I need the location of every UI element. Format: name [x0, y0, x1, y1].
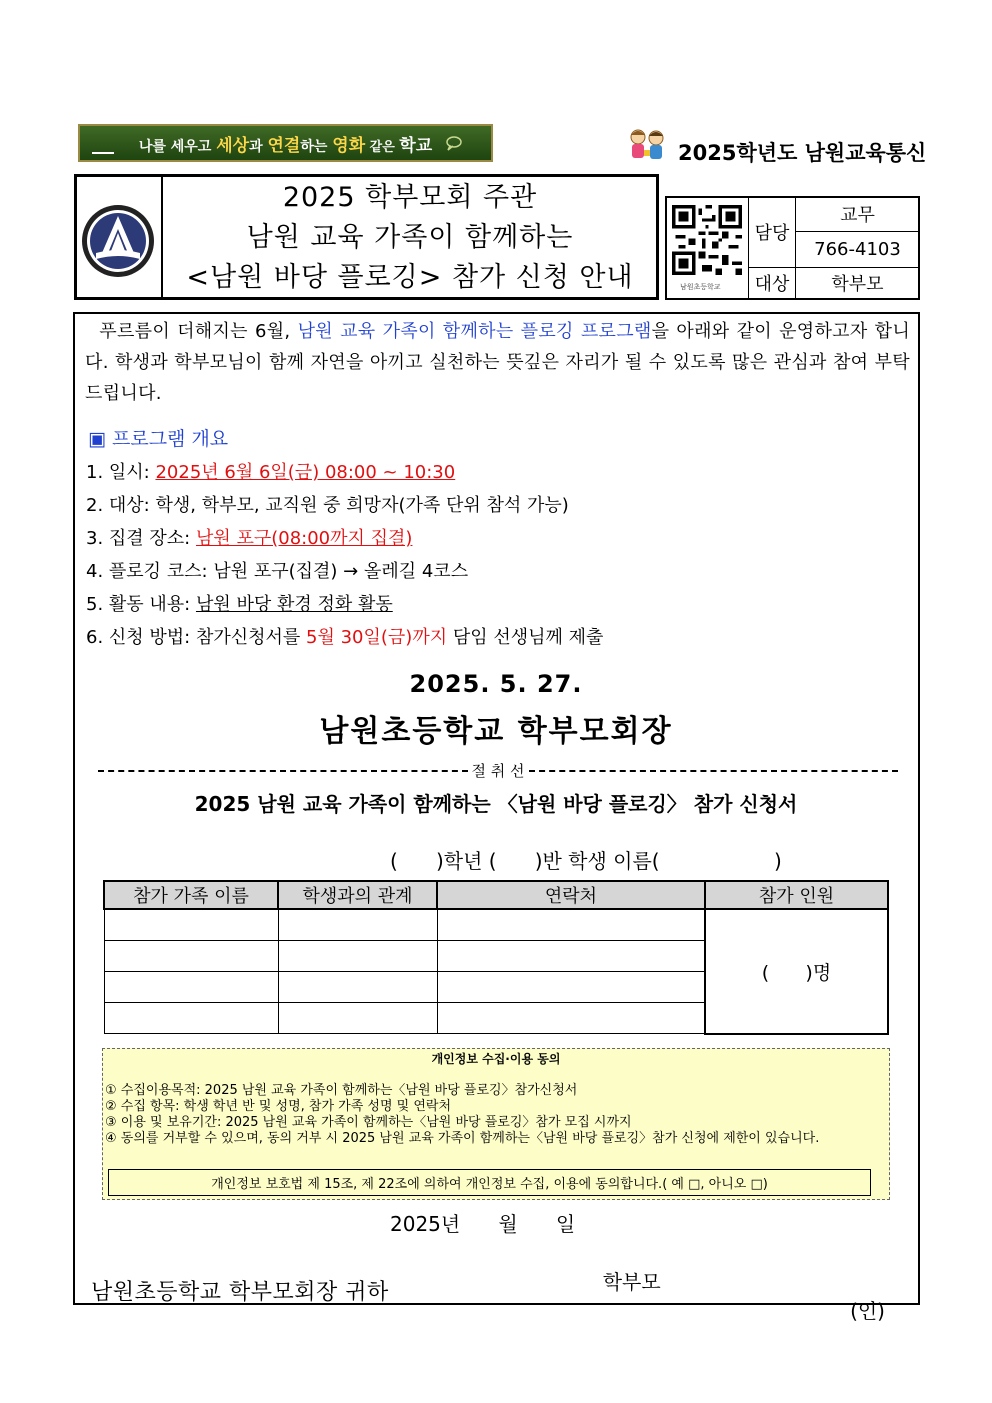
privacy-terms	[105, 1083, 875, 1147]
program-item-activity: 5. 활동 내용: 남원 바당 환경 정화 활동	[86, 594, 393, 615]
program-item-course: 4. 플로깅 코스: 남원 포구(집결) → 올레길 4코스	[86, 561, 469, 582]
parent-signature[interactable]	[590, 1242, 890, 1323]
contact-cell[interactable]	[437, 909, 705, 941]
motto-text: 나를 세우고 세상과 연결하는 영화 같은 학교	[138, 135, 433, 156]
table-row	[104, 909, 888, 941]
privacy-title: 개인정보 수집·이용 동의	[431, 1052, 561, 1066]
seal-mark: (인)	[850, 1299, 885, 1323]
header-relation: 학생과의 관계	[278, 881, 437, 909]
newsletter-title: 2025학년도 남원교육통신	[678, 141, 927, 165]
program-section-title: ▣ 프로그램 개요	[88, 428, 229, 450]
target-label: 대상	[749, 267, 796, 299]
participant-table	[103, 880, 889, 1035]
qr-caption: 남원초등학교	[680, 283, 721, 291]
consent-statement[interactable]: 개인정보 보호법 제 15조, 제 22조에 의하여 개인정보 수집, 이용에 동의합니다.( 예 □, 아니오 □)	[108, 1169, 871, 1196]
speech-bubble-icon	[445, 135, 463, 151]
family-name-cell[interactable]	[104, 1003, 278, 1034]
family-name-cell[interactable]	[104, 909, 278, 941]
privacy-term: ④ 동의를 거부할 수 있으며, 동의 거부 시 2025 남원 교육 가족이 함께하는〈남원 바당 플로깅〉참가 신청에 제한이 있습니다.	[105, 1131, 820, 1146]
cut-line-label: 절 취 선	[471, 762, 525, 780]
contact-table	[748, 196, 920, 300]
title-line-1: 2025 학부모회 주관	[282, 182, 538, 213]
persons-cell[interactable]: ( )명	[705, 909, 888, 1034]
header-family-name: 참가 가족 이름	[104, 881, 278, 909]
student-info-line[interactable]: ( )학년 ( )반 학생 이름( )	[390, 849, 782, 873]
manager-dept: 교무	[796, 197, 920, 232]
intro-highlight: 남원 교육 가족이 함께하는 플로깅 프로그램	[297, 321, 652, 342]
document-title	[160, 178, 660, 298]
banner-dash	[92, 152, 114, 154]
relation-cell[interactable]	[278, 972, 437, 1003]
contact-cell[interactable]	[437, 1003, 705, 1034]
program-item-place: 3. 집결 장소: 남원 포구(08:00까지 집결)	[86, 528, 413, 549]
family-name-cell[interactable]	[104, 941, 278, 972]
relation-cell[interactable]	[278, 909, 437, 941]
intro-paragraph: 푸르름이 더해지는 6월, 남원 교육 가족이 함께하는 플로깅 프로그램을 아래와 같이 운영하고자 합니다. 학생과 학부모님이 함께 자연을 아끼고 실천하는 뜻깊은 자리가 될 수 있도록 많은 관심과 참여 부탁드립니다.	[85, 321, 911, 404]
program-item-date: 1. 일시: 2025년 6월 6일(금) 08:00 ~ 10:30	[86, 462, 456, 483]
cut-line	[98, 760, 898, 781]
family-name-cell[interactable]	[104, 972, 278, 1003]
manager-label: 담당	[749, 197, 796, 268]
relation-cell[interactable]	[278, 941, 437, 972]
parent-label: 학부모	[602, 1270, 661, 1294]
children-mascot-icon	[625, 128, 669, 164]
school-motto-banner	[78, 124, 493, 162]
relation-cell[interactable]	[278, 1003, 437, 1034]
signature-date[interactable]: 2025년 월 일	[390, 1212, 576, 1236]
title-line-3: <남원 바당 플로깅> 참가 신청 안내	[186, 262, 634, 293]
qr-code-icon[interactable]	[672, 205, 742, 275]
header-contact: 연락처	[437, 881, 705, 909]
school-emblem-icon	[80, 203, 156, 279]
contact-cell[interactable]	[437, 972, 705, 1003]
privacy-term: ① 수집이용목적: 2025 남원 교육 가족이 함께하는〈남원 바당 플로깅〉참가신청서	[105, 1083, 578, 1098]
target-value: 학부모	[796, 267, 920, 299]
privacy-term: ③ 이용 및 보유기간: 2025 남원 교육 가족이 함께하는〈남원 바당 플로깅〉참가 모집 시까지	[105, 1115, 632, 1130]
issuer-name: 남원초등학교 학부모회장	[319, 714, 673, 749]
phone-number: 766-4103	[796, 232, 920, 267]
header-persons: 참가 인원	[705, 881, 888, 909]
program-list	[86, 456, 603, 654]
title-line-2: 남원 교육 가족이 함께하는	[246, 222, 574, 253]
program-item-apply: 6. 신청 방법: 참가신청서를 5월 30일(금)까지 담임 선생님께 제출	[86, 627, 604, 648]
program-item-target: 2. 대상: 학생, 학부모, 교직원 중 희망자(가족 단위 참석 가능)	[86, 495, 569, 516]
addressee: 남원초등학교 학부모회장 귀하	[91, 1280, 389, 1305]
contact-cell[interactable]	[437, 941, 705, 972]
application-title: 2025 남원 교육 가족이 함께하는 〈남원 바당 플로깅〉 참가 신청서	[194, 792, 798, 816]
issue-date: 2025. 5. 27.	[409, 670, 583, 698]
privacy-term: ② 수집 항목: 학생 학년 반 및 성명, 참가 가족 성명 및 연락처	[105, 1099, 452, 1114]
